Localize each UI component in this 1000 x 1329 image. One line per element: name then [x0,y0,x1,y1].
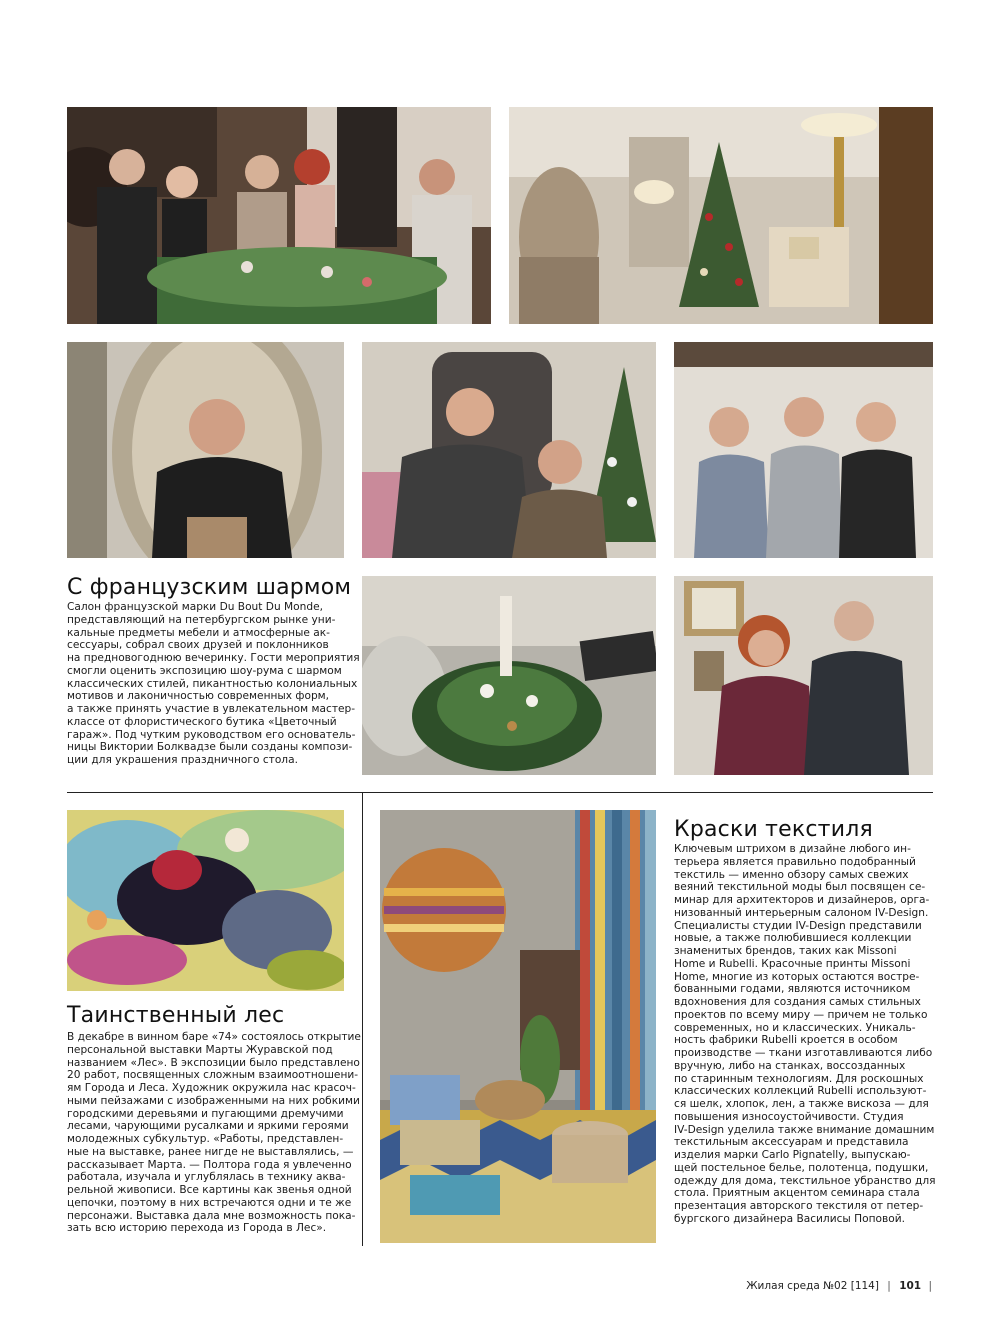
text-line: персонажи. Выставка дала мне возможность пока- [67,1209,356,1222]
article-body-mysterious-forest [67,1031,361,1235]
text-line: мотивов и лаконичностью современных форм, [67,690,330,703]
text-line: классе от флористического бутика «Цветочный [67,715,337,728]
text-line: Ключевым штрихом в дизайне любого ин- [674,843,911,855]
text-line: одежду для дома, текстильное убранство для [674,1174,936,1187]
text-line: городскими деревьями и пугающими дремучими [67,1107,344,1120]
photo-table-centerpiece [362,576,656,775]
text-line: вручную, либо на станках, воссозданных [674,1059,906,1072]
text-line: смогли оценить экспозицию шоу-рума с шармом [67,664,342,677]
text-line: работала, изучала и углублялась в технику аква- [67,1171,346,1184]
article-title-mysterious-forest: Таинственный лес [67,1003,285,1028]
text-line: 20 работ, посвященных сложным взаимоотношени- [67,1069,359,1082]
photo-man-in-armchair [67,342,344,558]
photo-couple-with-wine [674,576,933,775]
text-line: презентация авторского текстиля от петер- [674,1200,924,1212]
text-line: кальные предметы мебели и атмосферные ак- [67,626,330,639]
text-line: производстве — ткани изготавливаются либо [674,1047,933,1059]
text-line: IV-Design уделила также внимание домашним [674,1123,935,1136]
text-line: низованный интерьерным салоном IV-Design. [674,906,929,919]
text-line: персональной выставки Марты Журавской под [67,1043,333,1056]
text-line: В декабре в винном баре «74» состоялось открытие [67,1031,361,1043]
photo-party-table [67,107,491,324]
photo-couple-by-tree [362,342,656,558]
article-title-textile-colors: Краски текстиля [674,817,873,842]
text-line: изделия марки Carlo Pignatelly, выпускаю- [674,1149,911,1161]
text-line: ность фабрики Rubelli кроется в особом [674,1034,898,1047]
footer-separator: | [887,1280,891,1292]
text-line: ницы Виктории Болквадзе были созданы компози- [67,741,353,754]
text-line: ям Города и Леса. Художник окружила нас красоч- [67,1082,356,1094]
text-line: текстиль — именно обзору самых свежих [674,868,909,881]
text-line: представляющий на петербургском рынке уни- [67,613,336,626]
text-line: повышения износоустойчивости. Студия [674,1110,904,1123]
text-line: рассказывает Марта. — Полтора года я увлеченно [67,1158,352,1171]
photo-three-women [674,342,933,558]
text-line: современных, но и классических. Уникаль- [674,1021,916,1034]
text-line: сессуары, собрал своих друзей и поклонников [67,639,329,652]
text-line: Home и Rubelli. Красочные принты Missoni [674,957,911,970]
text-line: текстильным аксессуарам и представила [674,1136,909,1149]
text-line: проектов по всему миру — причем не только [674,1008,928,1021]
text-line: зать всю историю перехода из Города в Лес». [67,1222,327,1235]
text-line: а также принять участие в увлекательном мастер- [67,703,356,715]
text-line: гараж». Под чутким руководством его основатель- [67,728,356,741]
text-line: минар для архитекторов и дизайнеров, орга- [674,894,930,906]
text-line: новые, а также полюбившиеся коллекции [674,932,912,945]
footer-magazine-issue: Жилая среда №02 [114] [746,1280,879,1292]
photo-painting-forest [67,810,344,991]
text-line: Home, многие из которых остаются востре- [674,970,920,983]
text-line: молодежных субкультур. «Работы, представлен- [67,1133,344,1145]
text-line: классических коллекций Rubelli используют- [674,1085,927,1098]
photo-textile-interior [380,810,656,1243]
text-line: терьера является правильно подобранный [674,855,916,868]
text-line: ные на выставке, ранее нигде не выставлялись, — [67,1145,354,1158]
text-line: рельной живописи. Все картины как звенья одной [67,1184,352,1196]
text-line: названием «Лес». В экспозиции было представлено [67,1056,360,1069]
text-line: знаменитых брендов, таких как Missoni [674,945,897,957]
text-line: ся шелк, хлопок, лен, а также вискоза — для [674,1098,929,1110]
text-line: ции для украшения праздничного стола. [67,754,298,766]
text-line: на предновогоднюю вечеринку. Гости мероприятия [67,652,360,664]
article-body-french-charm [67,601,360,767]
page-footer [746,1280,932,1292]
text-line: вдохновения для создания самых стильных [674,996,921,1008]
footer-separator-end: | [928,1280,932,1292]
text-line: по старинным технологиям. Для роскошных [674,1072,924,1085]
article-title-french-charm: С французским шармом [67,575,352,600]
text-line: классических стилей, пикантностью колониальных [67,677,358,690]
text-line: бованными годами, являются источником [674,983,911,996]
article-body-textile-colors [674,843,935,1226]
text-line: щей постельное белье, полотенца, подушки, [674,1161,929,1174]
text-line: лесами, чарующими русалками и яркими героями [67,1120,349,1133]
text-line: веяний текстильной моды был посвящен се- [674,881,926,894]
text-line: ными пейзажами с изображенными на них робкими [67,1094,360,1107]
column-divider [362,792,363,1246]
text-line: бургского дизайнера Василисы Поповой. [674,1212,905,1225]
text-line: Салон французской марки Du Bout Du Monde, [67,601,323,613]
text-line: стола. Приятным акцентом семинара стала [674,1187,920,1200]
text-line: Специалисты студии IV-Design представили [674,919,922,932]
section-divider [67,792,933,793]
photo-showroom-christmas-tree [509,107,933,324]
text-line: цепочки, поэтому в них встречаются одни и те же [67,1196,352,1209]
footer-page-number: 101 [899,1280,922,1292]
